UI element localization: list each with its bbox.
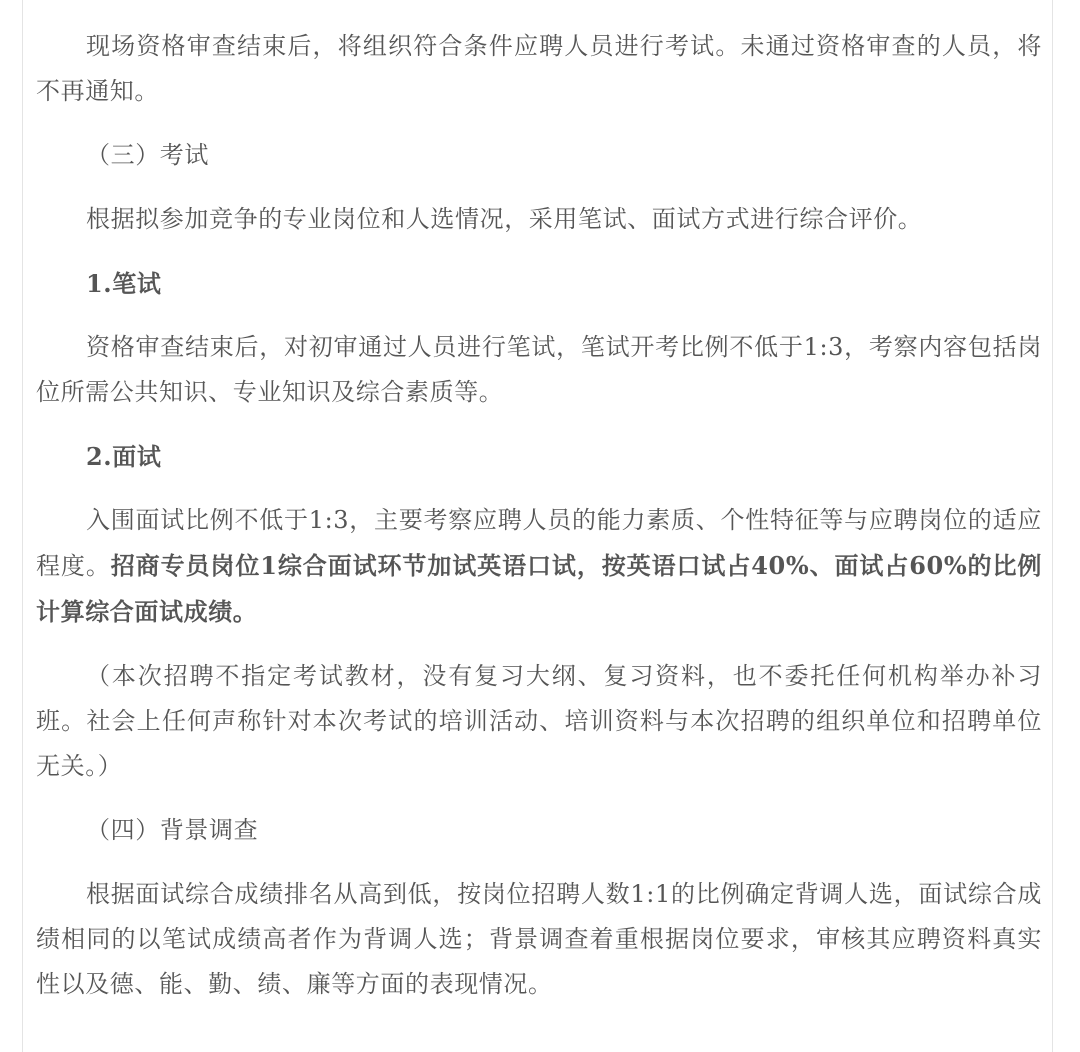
paragraph-interview (36, 498, 1042, 635)
paragraph-background-check: 根据面试综合成绩排名从高到低，按岗位招聘人数1:1的比例确定背调人选，面试综合成绩相同的以笔试成绩高者作为背调人选；背景调查着重根据岗位要求，审核其应聘资料真实性以及德、能、勤、绩、廉等方面的表现情况。 (36, 880, 1042, 998)
paragraph-written-exam: 资格审查结束后，对初审通过人员进行笔试，笔试开考比例不低于1:3，考察内容包括岗位所需公共知识、专业知识及综合素质等。 (36, 333, 1042, 406)
subheading-interview: 2.面试 (86, 442, 162, 471)
section-heading-exam: （三）考试 (86, 141, 209, 169)
page-border-left (22, 0, 23, 1052)
subheading-written-exam: 1.笔试 (86, 269, 162, 298)
interview-bold-text: 招商专员岗位1综合面试环节加试英语口试，按英语口试占40%、面试占60%的比例计算综合面试成绩。 (36, 551, 1042, 626)
interview-text: 入围面试比例不低于1:3，主要考察应聘人员的能力素质、个性特征等与应聘岗位的适应程度。 (36, 506, 1042, 580)
paragraph-exam-notice: 现场资格审查结束后，将组织符合条件应聘人员进行考试。未通过资格审查的人员，将不再通知。 (36, 32, 1042, 105)
section-heading-background-check: （四）背景调查 (86, 816, 259, 844)
paragraph-exam-method: 根据拟参加竞争的专业岗位和人选情况，采用笔试、面试方式进行综合评价。 (86, 205, 923, 233)
paragraph-no-textbook-note: （本次招聘不指定考试教材，没有复习大纲、复习资料，也不委托任何机构举办补习班。社会上任何声称针对本次考试的培训活动、培训资料与本次招聘的组织单位和招聘单位无关。） (36, 662, 1042, 780)
article-body (36, 0, 1042, 1007)
page-border-right (1052, 0, 1053, 1052)
